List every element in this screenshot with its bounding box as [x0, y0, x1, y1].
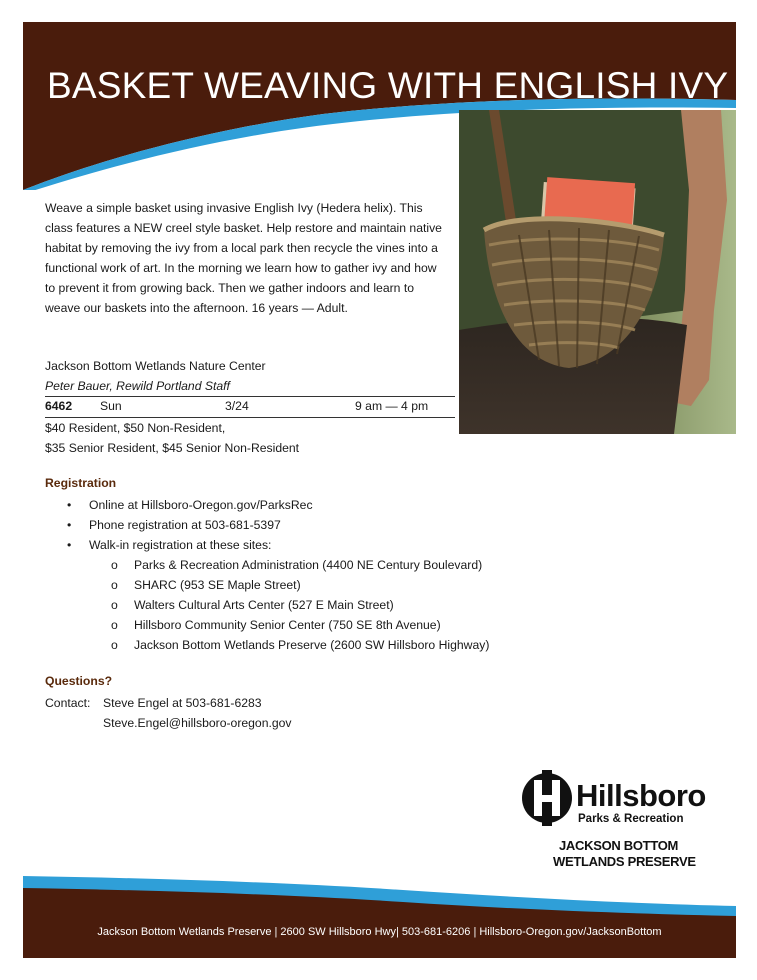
registration-walkin: Walk-in registration at these sites:: [89, 538, 272, 552]
hillsboro-logo: [521, 768, 721, 878]
logo-line2: WETLANDS PRESERVE: [553, 854, 696, 869]
page-title: BASKET WEAVING WITH ENGLISH IVY: [47, 65, 729, 106]
contact-name-phone: Steve Engel at 503-681-6283: [103, 696, 262, 710]
footer-contact-text: Jackson Bottom Wetlands Preserve | 2600 SW Hillsboro Hwy| 503-681-6206 | Hillsboro-Oregon.gov/JacksonBottom: [97, 926, 662, 938]
site-item: SHARC (953 SE Maple Street): [134, 578, 301, 592]
logo-subtitle: Parks & Recreation: [578, 813, 684, 825]
bullet-icon: •: [67, 518, 72, 532]
bullet-icon: •: [67, 498, 72, 512]
basket-photo: [459, 110, 736, 434]
site-item: Parks & Recreation Administration (4400 NE Century Boulevard): [134, 558, 483, 572]
registration-phone: Phone registration at 503-681-5397: [89, 518, 281, 532]
site-item: Jackson Bottom Wetlands Preserve (2600 SW Hillsboro Highway): [134, 638, 490, 652]
footer-banner-shape: [23, 874, 736, 958]
list-item: [45, 635, 565, 655]
class-fees-line2: $35 Senior Resident, $45 Senior Non-Resident: [45, 441, 300, 455]
basket-photo-image: [459, 110, 736, 434]
class-fees-line1: $40 Resident, $50 Non-Resident,: [45, 421, 226, 435]
class-details: [45, 356, 455, 458]
class-description: Weave a simple basket using invasive English Ivy (Hedera helix). This class features a NEW creel style basket. Help restore and maintain native habitat by removing the ivy from a local park then recycle the vines into a functional work of art. In the morning we learn how to gather ivy and how to prevent it from growing back. Then we gather indoors and learn to weave our baskets into the afternoon. 16 years — Adult.: [45, 201, 442, 315]
sub-bullet-icon: o: [111, 618, 118, 632]
list-item: [45, 515, 565, 535]
class-date: 3/24: [225, 399, 249, 413]
contact-block: [45, 693, 365, 733]
class-time: 9 am — 4 pm: [355, 399, 429, 413]
class-schedule-row: [45, 396, 455, 418]
footer-banner: [23, 874, 736, 958]
sub-bullet-icon: o: [111, 638, 118, 652]
site-item: Walters Cultural Arts Center (527 E Main Street): [134, 598, 394, 612]
hillsboro-h-logo-icon: [521, 770, 573, 826]
sub-bullet-icon: o: [111, 558, 118, 572]
contact-email[interactable]: Steve.Engel@hillsboro-oregon.gov: [103, 716, 292, 730]
logo-line1: JACKSON BOTTOM: [559, 838, 679, 853]
class-location: Jackson Bottom Wetlands Nature Center: [45, 359, 266, 373]
list-item: [45, 495, 565, 515]
contact-row: [45, 693, 365, 713]
sub-bullet-icon: o: [111, 578, 118, 592]
list-item: [45, 575, 565, 595]
contact-label: Contact:: [45, 696, 91, 710]
registration-list: [45, 495, 565, 655]
list-item: [45, 615, 565, 635]
registration-heading: Registration: [45, 476, 117, 490]
bullet-icon: •: [67, 538, 72, 552]
sub-bullet-icon: o: [111, 598, 118, 612]
list-item: [45, 595, 565, 615]
class-day: Sun: [100, 399, 122, 413]
list-item: [45, 555, 565, 575]
contact-row: [45, 713, 365, 733]
class-instructor: Peter Bauer, Rewild Portland Staff: [45, 379, 230, 393]
class-code: 6462: [45, 399, 73, 413]
list-item: [45, 535, 565, 555]
logo-name: Hillsboro: [576, 778, 706, 813]
registration-online: Online at Hillsboro-Oregon.gov/ParksRec: [89, 498, 313, 512]
questions-heading: Questions?: [45, 674, 113, 688]
site-item: Hillsboro Community Senior Center (750 SE 8th Avenue): [134, 618, 441, 632]
